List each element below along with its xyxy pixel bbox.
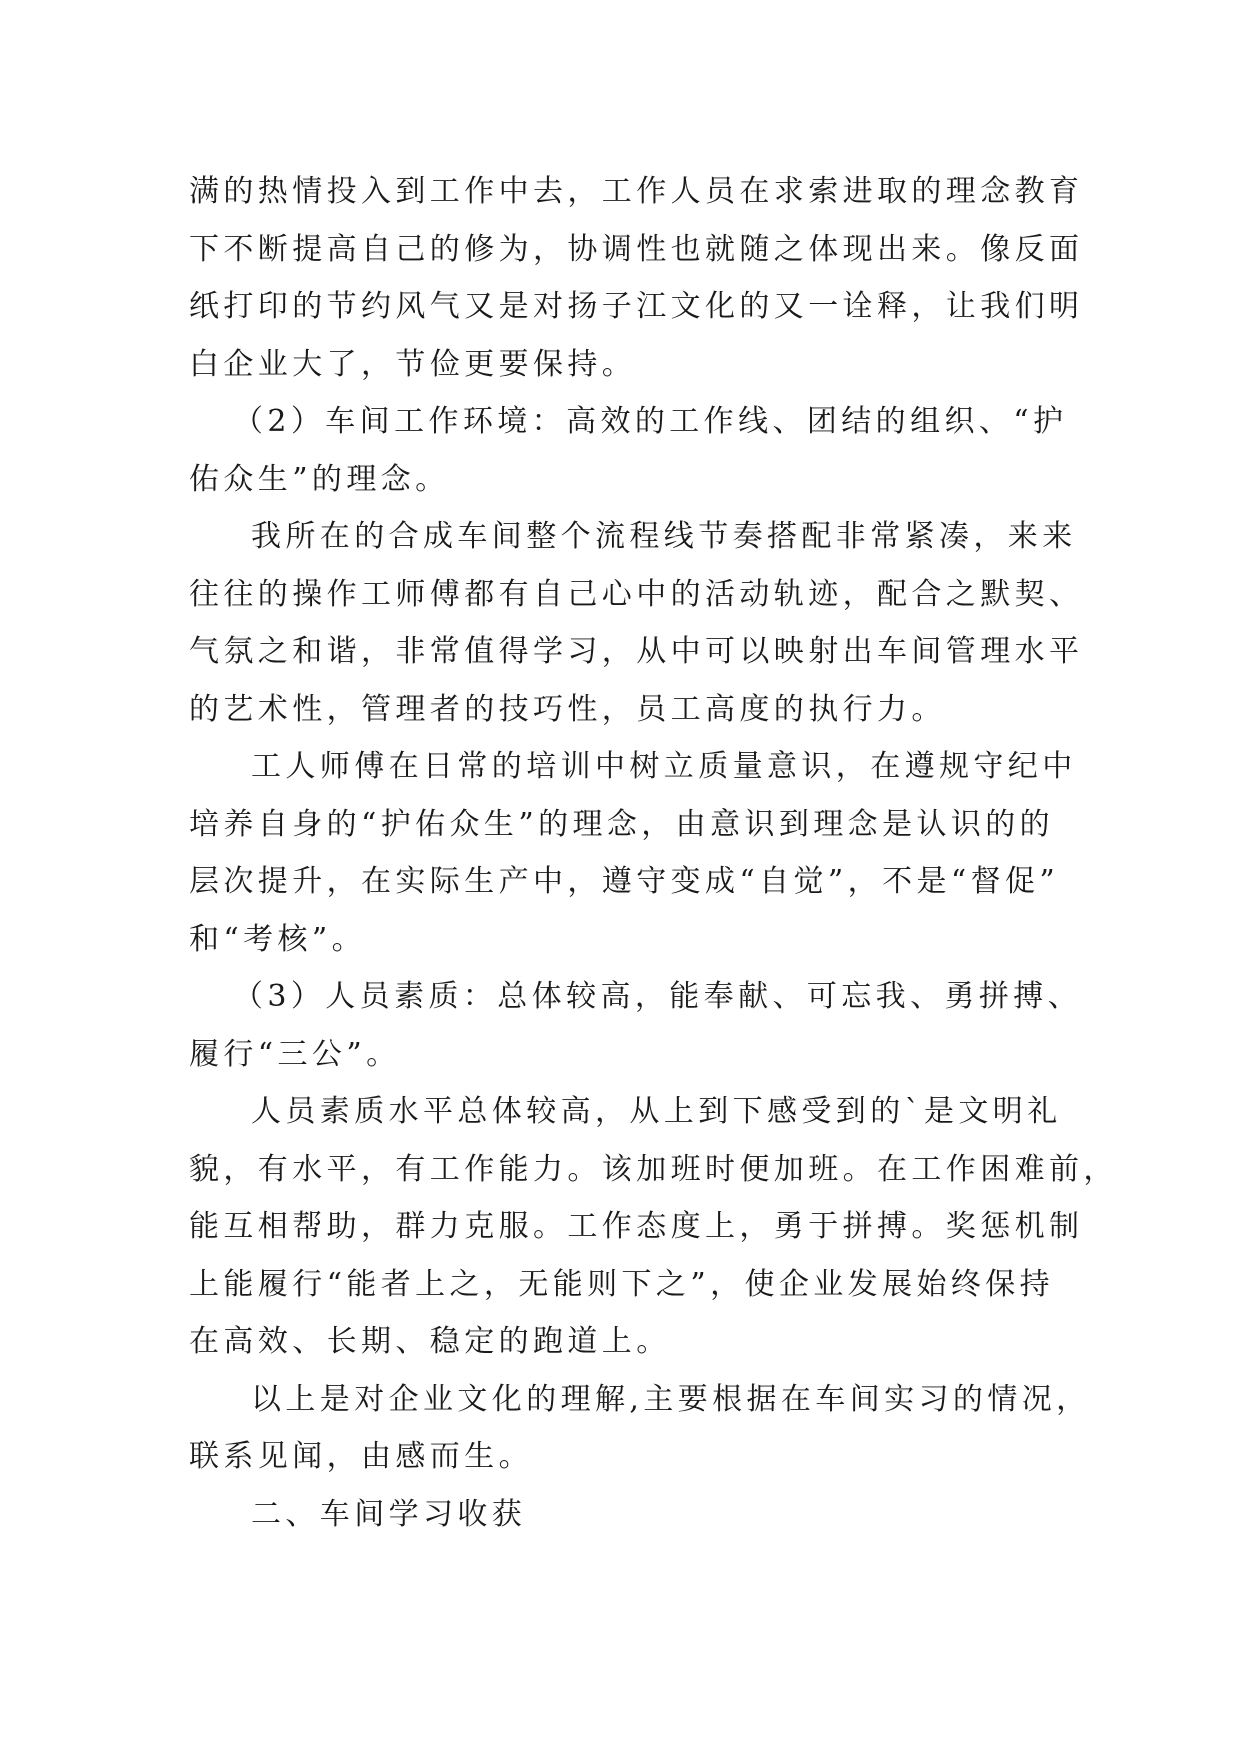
text-line: （2）车间工作环境：高效的工作线、团结的组织、“护 (233, 404, 1068, 439)
document-body (189, 163, 1118, 1543)
text-line: 能互相帮助，群力克服。工作态度上，勇于拼搏。奖惩机制 (189, 1209, 1084, 1244)
paragraph-3 (189, 508, 1084, 738)
text-line: 联系见闻，由感而生。 (189, 1439, 533, 1474)
text-line: （3）人员素质：总体较高，能奉献、可忘我、勇拼搏、 (233, 979, 1083, 1014)
paragraph-7 (189, 1371, 1091, 1486)
heading-text: 二、车间学习收获 (251, 1496, 527, 1532)
text-line: 佑众生”的理念。 (189, 461, 450, 497)
text-line: 层次提升，在实际生产中，遵守变成“自觉”，不是“督促” (189, 864, 1060, 899)
text-line: 的艺术性，管理者的技巧性，员工高度的执行力。 (189, 691, 946, 727)
paragraph-1 (189, 163, 1084, 393)
text-line: 人员素质水平总体较高，从上到下感受到的`是文明礼 (251, 1094, 1062, 1129)
text-line: 纸打印的节约风气又是对扬子江文化的又一诠释，让我们明 (189, 289, 1084, 324)
paragraph-2 (189, 393, 1068, 508)
paragraph-6 (189, 1083, 1118, 1371)
section-heading (189, 1486, 1059, 1544)
paragraph-4 (189, 738, 1077, 968)
paragraph-5 (189, 968, 1083, 1083)
text-line: 工人师傅在日常的培训中树立质量意识，在遵规守纪中 (251, 749, 1077, 784)
text-line: 满的热情投入到工作中去，工作人员在求索进取的理念教育 (189, 174, 1084, 209)
text-line: 气氛之和谐，非常值得学习，从中可以映射出车间管理水平 (189, 634, 1084, 669)
text-line: 和“考核”。 (189, 921, 367, 957)
text-line: 貌，有水平，有工作能力。该加班时便加班。在工作困难前， (189, 1151, 1118, 1187)
text-line: 履行“三公”。 (189, 1036, 401, 1072)
text-line: 在高效、长期、稳定的跑道上。 (189, 1324, 671, 1359)
text-line: 往往的操作工师傅都有自己心中的活动轨迹，配合之默契、 (189, 576, 1084, 612)
text-line: 我所在的合成车间整个流程线节奏搭配非常紧凑，来来 (251, 519, 1077, 554)
text-line: 白企业大了，节俭更要保持。 (189, 346, 637, 382)
text-line: 培养自身的“护佑众生”的理念，由意识到理念是认识的的 (189, 806, 1055, 842)
text-line: 下不断提高自己的修为，协调性也就随之体现出来。像反面 (189, 231, 1084, 267)
text-line: 以上是对企业文化的理解,主要根据在车间实习的情况， (251, 1381, 1091, 1417)
text-line: 上能履行“能者上之，无能则下之”，使企业发展始终保持 (189, 1266, 1055, 1302)
